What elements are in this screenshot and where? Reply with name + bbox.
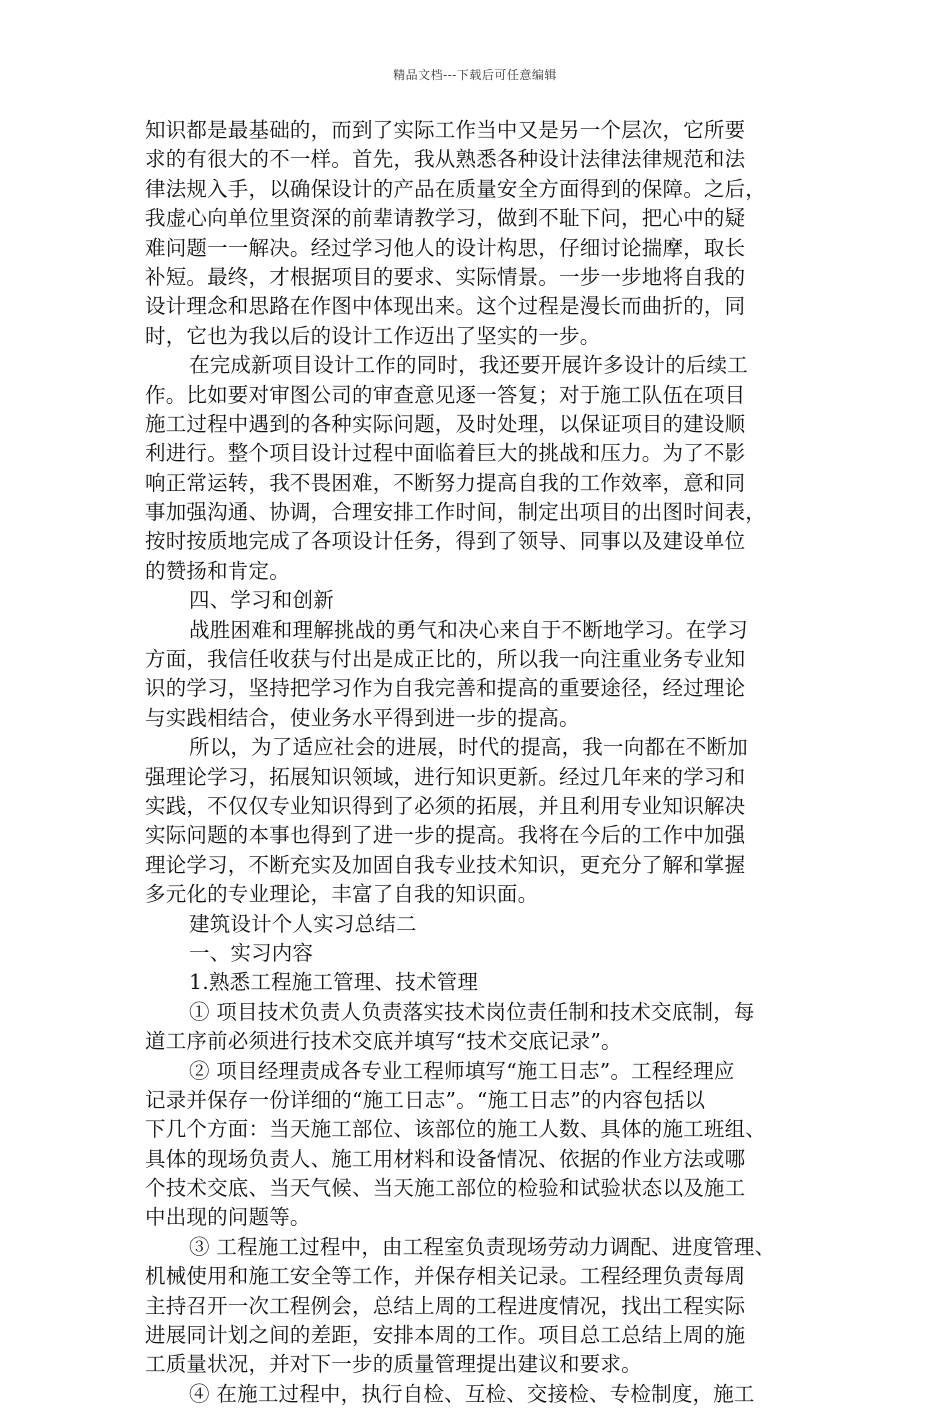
text-line: 方面，我信任收获与付出是成正比的，所以我一向注重业务专业知 [145,647,746,672]
text-line: 难问题一一解决。经过学习他人的设计构思，仔细讨论揣摩，取长 [145,235,746,260]
text-line: 按时按质地完成了各项设计任务，得到了领导、同事以及建设单位 [145,529,746,554]
text-line: 实践，不仅仅专业知识得到了必须的拓展，并且利用专业知识解决 [145,793,746,818]
text-line: 时，它也为我以后的设计工作迈出了坚实的一步。 [145,323,601,348]
text-line: 事加强沟通、协调，合理安排工作时间，制定出项目的出图时间表， [145,500,766,525]
text-line: 所以，为了适应社会的进展，时代的提高，我一向都在不断加 [189,735,748,760]
text-line: 补短。最终，才根据项目的要求、实际情景。一步一步地将自我的 [145,264,746,289]
text-line: 建筑设计个人实习总结二 [189,911,417,936]
text-line: 的赞扬和肯定。 [145,558,290,583]
text-line: ② 项目经理责成各专业工程师填写“施工日志”。工程经理应 [189,1058,735,1083]
text-line: 1.熟悉工程施工管理、技术管理 [189,970,479,995]
text-line: 个技术交底、当天气候、当天施工部位的检验和试验状态以及施工 [145,1176,746,1201]
text-line: 中出现的问题等。 [145,1205,311,1230]
text-line: 理论学习，不断充实及加固自我专业技术知识，更充分了解和掌握 [145,852,746,877]
text-line: 利进行。整个项目设计过程中面临着巨大的挑战和压力。为了不影 [145,441,746,466]
text-line: ① 项目技术负责人负责落实技术岗位责任制和技术交底制，每 [189,999,755,1024]
text-line: 工质量状况，并对下一步的质量管理提出建议和要求。 [145,1352,642,1377]
text-line: 下几个方面：当天施工部位、该部位的施工人数、具体的施工班组、 [145,1117,766,1142]
text-line: 我虚心向单位里资深的前辈请教学习，做到不耻下问，把心中的疑 [145,206,746,231]
text-line: 具体的现场负责人、施工用材料和设备情况、依据的作业方法或哪 [145,1146,746,1171]
text-line: 记录并保存一份详细的“施工日志”。“施工日志”的内容包括以 [145,1087,706,1112]
text-line: 作。比如要对审图公司的审查意见逐一答复；对于施工队伍在项目 [145,382,746,407]
text-line: 求的有很大的不一样。首先，我从熟悉各种设计法律法律规范和法 [145,147,746,172]
text-line: 实际问题的本事也得到了进一步的提高。我将在今后的工作中加强 [145,823,746,848]
text-line: 识的学习，坚持把学习作为自我完善和提高的重要途径，经过理论 [145,676,746,701]
text-line: 主持召开一次工程例会，总结上周的工程进度情况，找出工程实际 [145,1293,746,1318]
document-body [145,116,819,1409]
text-line: 施工过程中遇到的各种实际问题，及时处理，以保证项目的建设顺 [145,411,746,436]
text-line: 强理论学习，拓展知识领域，进行知识更新。经过几年来的学习和 [145,764,746,789]
text-line: 在完成新项目设计工作的同时，我还要开展许多设计的后续工 [189,353,748,378]
text-line: 四、学习和创新 [189,588,334,613]
text-line: 道工序前必须进行技术交底并填写“技术交底记录”。 [145,1029,622,1054]
text-line: 多元化的专业理论，丰富了自我的知识面。 [145,882,539,907]
text-line: ③ 工程施工过程中，由工程室负责现场劳动力调配、进度管理、 [189,1234,776,1259]
text-line: ④ 在施工过程中，执行自检、互检、交接检、专检制度，施工 [189,1381,755,1406]
text-line: 设计理念和思路在作图中体现出来。这个过程是漫长而曲折的，同 [145,294,746,319]
text-line: 知识都是最基础的，而到了实际工作当中又是另一个层次，它所要 [145,118,746,142]
text-line: 战胜困难和理解挑战的勇气和决心来自于不断地学习。在学习 [189,617,748,642]
text-line: 律法规入手，以确保设计的产品在质量安全方面得到的保障。之后， [145,176,766,201]
text-line: 机械使用和施工安全等工作，并保存相关记录。工程经理负责每周 [145,1264,746,1289]
text-line: 响正常运转，我不畏困难，不断努力提高自我的工作效率，意和同 [145,470,746,495]
page-header: 精品文档---下载后可任意编辑 [393,68,557,82]
text-line: 进展同计划之间的差距，安排本周的工作。项目总工总结上周的施 [145,1323,746,1348]
text-line: 与实践相结合，使业务水平得到进一步的提高。 [145,705,580,730]
text-line: 一、实习内容 [189,940,314,965]
